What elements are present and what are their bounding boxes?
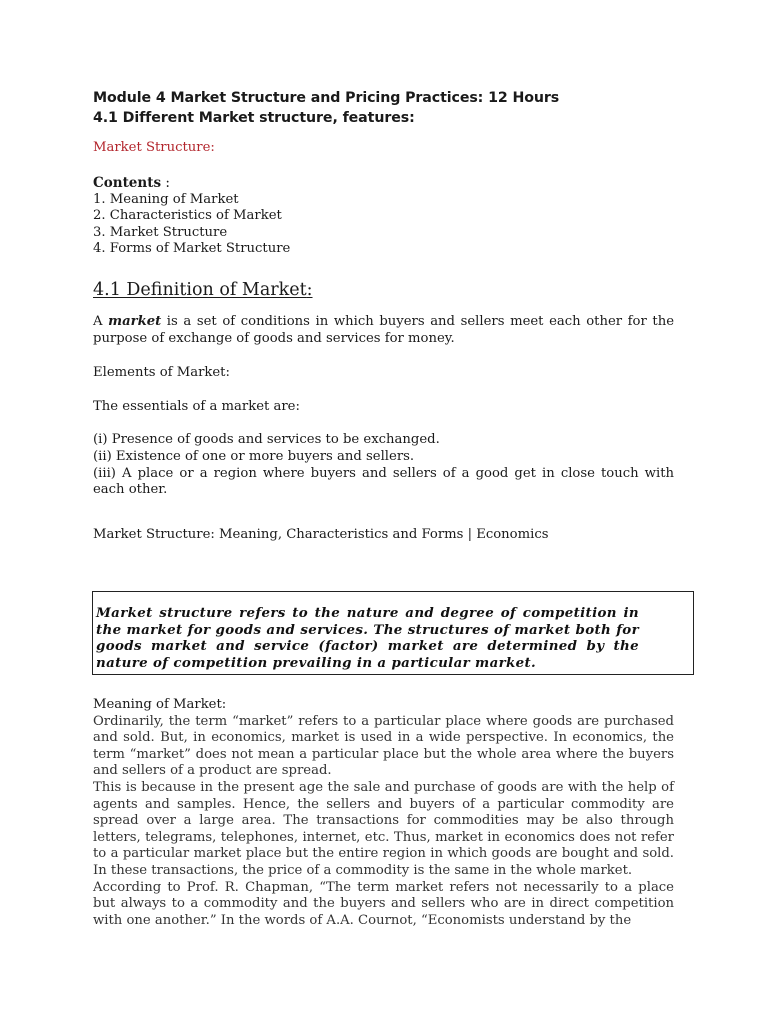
essential-item: (i) Presence of goods and services to be exchanged. <box>93 432 440 448</box>
elements-label: Elements of Market: <box>93 365 230 381</box>
essentials-label: The essentials of a market are: <box>93 398 300 414</box>
contents-title <box>93 175 674 192</box>
contents-item: 3. Market Structure <box>93 224 228 240</box>
market-definition <box>93 314 674 347</box>
contents-list <box>93 192 674 258</box>
market-structure-title: Market Structure: Meaning, Characteristics and Forms | Economics <box>93 526 549 542</box>
essential-item: (iii) A place or a region where buyers and sellers of a good get in close touch with each other. <box>93 465 674 498</box>
definition-term: market <box>108 313 162 329</box>
definition-box-text: Market structure refers to the nature and degree of competition in the market for goods and services. The structures of market both for goods market and service (factor) market are determined by the nature of competition prevailing in a particular market. <box>96 605 639 671</box>
meaning-paragraph: This is because in the present age the sale and purchase of goods are with the help of agents and samples. Hence, the sellers and buyers of a particular commodity are spread over a large area. The transactions for commodities may be also through letters, telegrams, telephones, internet, etc. Thus, market in economics does not refer to a particular market place but the entire region in which goods are bought and sold. In these transactions, the price of a commodity is the same in the whole market. <box>93 779 674 878</box>
contents-title-text: Contents <box>93 174 162 191</box>
module-heading: Module 4 Market Structure and Pricing Practices: 12 Hours <box>93 90 560 106</box>
definition-intro-a: A <box>93 313 109 329</box>
contents-title-colon: : <box>161 174 170 191</box>
definition-title-text: 4.1 Definition of Market <box>93 279 307 300</box>
market-structure-label: Market Structure: <box>93 140 215 155</box>
meaning-paragraph: According to Prof. R. Chapman, “The term market refers not necessarily to a place but always to a commodity and the buyers and sellers who are in direct competition with one another.” In the words of A.A. Cournot, “Economists understand by the <box>93 879 674 928</box>
definition-title <box>93 279 674 301</box>
sub-heading: 4.1 Different Market structure, features: <box>93 110 415 126</box>
definition-intro-rest: is a set of conditions in which buyers and sellers meet each other for the purpose of exchange of goods and services for money. <box>93 313 674 346</box>
meaning-label: Meaning of Market: <box>93 697 227 712</box>
upper-content <box>93 88 674 543</box>
essential-item: (ii) Existence of one or more buyers and sellers. <box>93 448 415 464</box>
contents-item: 2. Characteristics of Market <box>93 208 282 224</box>
meaning-paragraph: Ordinarily, the term “market” refers to a particular place where goods are purchased and sold. But, in economics, market is used in a wide perspective. In economics, the term “market” does not mean a particular place but the whole area where the buyers and sellers of a product are spread. <box>93 713 674 779</box>
definition-title-colon: : <box>306 279 313 300</box>
meaning-section <box>93 697 674 929</box>
contents-item: 1. Meaning of Market <box>93 191 239 207</box>
contents-item: 4. Forms of Market Structure <box>93 241 291 257</box>
